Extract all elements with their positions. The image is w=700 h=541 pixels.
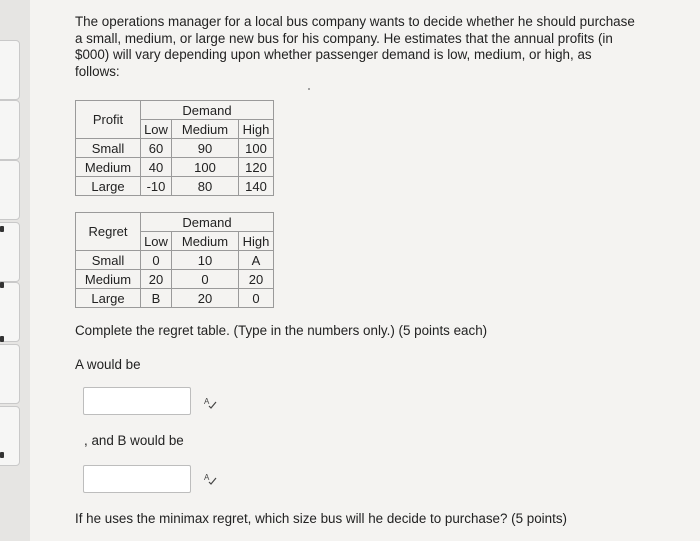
table-cell: 0	[239, 289, 274, 308]
side-tab[interactable]	[0, 282, 20, 342]
row-label: Small	[76, 139, 141, 158]
cursor-dot	[308, 88, 310, 90]
table-cell: 20	[239, 270, 274, 289]
problem-statement: The operations manager for a local bus company wants to decide whether he should purchase a small, medium, or large new bus for his company. He estimates that the annual profits (in $000) will vary depending upon whether passenger demand is low, medium, or high, as follows:	[75, 14, 635, 79]
table-cell: 120	[239, 158, 274, 177]
table-row	[76, 158, 274, 177]
row-label: Small	[76, 251, 141, 270]
row-label: Medium	[76, 158, 141, 177]
instruction-text: Complete the regret table. (Type in the numbers only.) (5 points each)	[75, 323, 488, 338]
side-tab[interactable]	[0, 160, 20, 220]
side-tab[interactable]	[0, 344, 20, 404]
regret-corner-label: Regret	[76, 213, 141, 251]
left-margin	[0, 0, 30, 541]
regret-table	[75, 212, 274, 308]
profit-corner-label: Profit	[76, 101, 141, 139]
table-cell: 90	[172, 139, 239, 158]
tab-marker-icon	[0, 336, 4, 342]
table-cell: 60	[141, 139, 172, 158]
side-tab[interactable]	[0, 40, 20, 100]
tab-marker-icon	[0, 452, 4, 458]
answer-a-input[interactable]	[83, 387, 191, 415]
profit-table	[75, 100, 274, 196]
table-row	[76, 177, 274, 196]
svg-text:A: A	[204, 473, 210, 482]
row-label: Medium	[76, 270, 141, 289]
answer-b-input[interactable]	[83, 465, 191, 493]
table-cell: 0	[141, 251, 172, 270]
col-header-low: Low	[141, 120, 172, 139]
tab-marker-icon	[0, 282, 4, 288]
table-cell: 100	[239, 139, 274, 158]
question-page	[30, 0, 700, 541]
col-header-medium: Medium	[172, 120, 239, 139]
table-cell: A	[239, 251, 274, 270]
svg-text:A: A	[204, 397, 210, 406]
final-question: If he uses the minimax regret, which size bus will he decide to purchase? (5 points)	[75, 511, 567, 526]
table-row	[76, 139, 274, 158]
row-label: Large	[76, 177, 141, 196]
table-cell: 20	[172, 289, 239, 308]
table-cell: 100	[172, 158, 239, 177]
table-row	[76, 251, 274, 270]
demand-header: Demand	[141, 213, 274, 232]
row-label: Large	[76, 289, 141, 308]
demand-header: Demand	[141, 101, 274, 120]
table-cell: 40	[141, 158, 172, 177]
spellcheck-icon[interactable]	[203, 396, 217, 410]
table-cell: B	[141, 289, 172, 308]
table-cell: 0	[172, 270, 239, 289]
table-row	[76, 289, 274, 308]
col-header-high: High	[239, 232, 274, 251]
answer-b-label: , and B would be	[84, 433, 184, 448]
col-header-medium: Medium	[172, 232, 239, 251]
tab-marker-icon	[0, 226, 4, 232]
col-header-high: High	[239, 120, 274, 139]
table-cell: -10	[141, 177, 172, 196]
side-tab[interactable]	[0, 100, 20, 160]
answer-a-label: A would be	[75, 357, 141, 372]
table-cell: 10	[172, 251, 239, 270]
spellcheck-icon[interactable]	[203, 472, 217, 486]
table-cell: 140	[239, 177, 274, 196]
table-cell: 80	[172, 177, 239, 196]
table-row	[76, 270, 274, 289]
table-cell: 20	[141, 270, 172, 289]
col-header-low: Low	[141, 232, 172, 251]
